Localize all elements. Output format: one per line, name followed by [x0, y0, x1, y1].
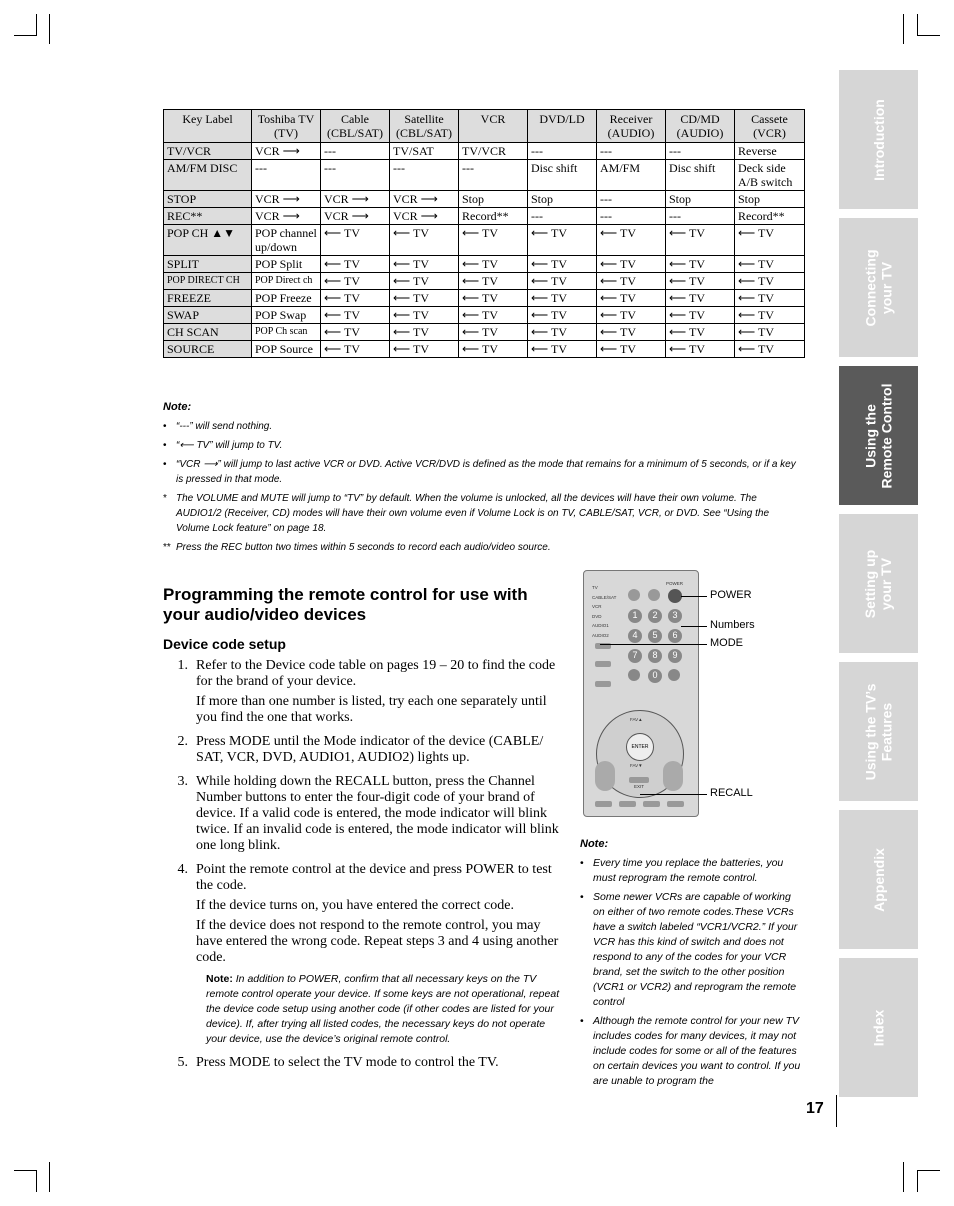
- table-cell: ⟵ TV: [321, 324, 390, 341]
- note-item: [580, 1014, 802, 1089]
- table-cell: VCR ⟶: [252, 208, 321, 225]
- table-cell: ⟵ TV: [459, 273, 528, 290]
- crop-mark: [36, 1170, 37, 1192]
- chapter-tab-5[interactable]: [839, 662, 918, 801]
- step-paragraph: If the device does not respond to the remote control, you may have entered the wrong code. Repeat steps 3 and 4 using another code.: [196, 918, 559, 965]
- key-label-cell: CH SCAN: [164, 324, 252, 341]
- table-cell: ---: [666, 208, 735, 225]
- table-cell: AM/FM: [597, 160, 666, 191]
- callout-line-numbers: [681, 626, 707, 627]
- callout-recall: RECALL: [710, 787, 753, 799]
- note-text: Press the REC button two times within 5 seconds to record each audio/video source.: [176, 542, 551, 553]
- step-paragraph: Press MODE until the Mode indicator of the device (CABLE/ SAT, VCR, DVD, AUDIO1, AUDIO2) lights up.: [196, 734, 544, 765]
- crop-mark: [903, 1162, 904, 1192]
- table-cell: ⟵ TV: [735, 324, 805, 341]
- section-title: Programming the remote control for use with your audio/video devices: [163, 585, 528, 624]
- table-cell: ⟵ TV: [321, 290, 390, 307]
- step-number: 4.: [177, 862, 188, 877]
- table-cell: POP Freeze: [252, 290, 321, 307]
- table-cell: ⟵ TV: [666, 324, 735, 341]
- table-cell: ⟵ TV: [390, 307, 459, 324]
- table-cell: ⟵ TV: [597, 341, 666, 358]
- table-cell: ---: [666, 143, 735, 160]
- step-item: [163, 734, 561, 770]
- table-cell: Record**: [735, 208, 805, 225]
- table-cell: ⟵ TV: [597, 273, 666, 290]
- table-cell: ⟵ TV: [321, 225, 390, 256]
- callout-line-mode: [600, 644, 707, 645]
- table-cell: ⟵ TV: [390, 225, 459, 256]
- table-cell: ⟵ TV: [390, 290, 459, 307]
- table-row: [164, 307, 805, 324]
- key-label-cell: SOURCE: [164, 341, 252, 358]
- vol-rocker[interactable]: [663, 761, 683, 791]
- table-cell: ---: [597, 208, 666, 225]
- note-bullet: **: [163, 542, 171, 553]
- crop-mark: [903, 14, 904, 44]
- table-cell: ⟵ TV: [321, 273, 390, 290]
- mode-indicator-label: AUDIO1: [592, 623, 609, 628]
- note-text: “VCR ⟶” will jump to last active VCR or DVD. Active VCR/DVD is defined as the mode that remains for a minimum of 5 seconds, or if a key is pressed in that mode.: [176, 459, 796, 485]
- table-cell: ⟵ TV: [666, 290, 735, 307]
- setup-steps: [163, 658, 561, 1079]
- key-function-table: [163, 109, 805, 358]
- note-title: Note:: [163, 401, 192, 413]
- table-cell: ⟵ TV: [735, 225, 805, 256]
- chapter-tab-1[interactable]: [839, 70, 918, 209]
- note-text: Although the remote control for your new TV includes codes for many devices, it may not include codes for some or all of the features on certain devices you want to control. If you are unable to program the: [593, 1015, 801, 1087]
- table-cell: ⟵ TV: [597, 225, 666, 256]
- table-cell: ⟵ TV: [390, 273, 459, 290]
- ent-button[interactable]: [668, 669, 680, 681]
- crop-mark: [14, 1170, 36, 1171]
- table-cell: ⟵ TV: [390, 341, 459, 358]
- chapter-tab-label: Introduction: [870, 98, 887, 181]
- chapter-tab-label: Connecting your TV: [862, 249, 895, 326]
- recall-button[interactable]: [628, 669, 640, 681]
- table-cell: ⟵ TV: [321, 256, 390, 273]
- crop-mark: [36, 14, 37, 36]
- table-cell: POP Source: [252, 341, 321, 358]
- callout-power: POWER: [710, 589, 752, 601]
- ch-rocker[interactable]: [595, 761, 615, 791]
- key-label-cell: TV/VCR: [164, 143, 252, 160]
- note-item: [163, 419, 803, 434]
- mode-button-a[interactable]: [628, 589, 640, 601]
- table-row: [164, 208, 805, 225]
- chapter-tab-label: Setting up your TV: [862, 549, 895, 618]
- table-cell: POP Swap: [252, 307, 321, 324]
- note-bullet: *: [163, 493, 167, 504]
- mode-indicator-label: TV: [592, 585, 598, 590]
- table-cell: Stop: [459, 191, 528, 208]
- table-cell: ---: [321, 160, 390, 191]
- note-text: “---” will send nothing.: [176, 421, 273, 432]
- note-text: The VOLUME and MUTE will jump to “TV” by default. When the volume is unlocked, all the devices will have their own volume. The AUDIO1/2 (Receiver, CD) modes will have their own volume even if Volume Lock is on TV, CABLE/SAT, VCR, or DVD. See “Using the Volume Lock feature” on page 18.: [176, 493, 770, 534]
- step-body: [196, 734, 561, 770]
- chapter-tab-4[interactable]: [839, 514, 918, 653]
- callout-mode: MODE: [710, 637, 743, 649]
- note-item: [580, 890, 802, 1010]
- digit-button-8[interactable]: 8: [648, 649, 662, 663]
- table-cell: ⟵ TV: [321, 307, 390, 324]
- tv-video-button[interactable]: [595, 661, 611, 667]
- mode-button-b[interactable]: [648, 589, 660, 601]
- key-label-cell: SPLIT: [164, 256, 252, 273]
- step-body: [196, 862, 561, 1051]
- table-header-cell: VCR: [459, 110, 528, 143]
- enter-button[interactable]: [626, 733, 654, 761]
- table-cell: ---: [528, 143, 597, 160]
- table-cell: TV/VCR: [459, 143, 528, 160]
- table-cell: ⟵ TV: [666, 225, 735, 256]
- table-cell: Stop: [528, 191, 597, 208]
- note-item: [580, 856, 802, 886]
- crop-mark: [917, 1170, 918, 1192]
- table-cell: ---: [597, 191, 666, 208]
- step-body: [196, 658, 561, 730]
- table-cell: ⟵ TV: [390, 256, 459, 273]
- step-number: 5.: [177, 1055, 188, 1070]
- table-header-row: [164, 110, 805, 143]
- digit-button-3[interactable]: 3: [668, 609, 682, 623]
- table-cell: ---: [321, 143, 390, 160]
- table-cell: ⟵ TV: [666, 341, 735, 358]
- table-cell: ---: [528, 208, 597, 225]
- fav-up-label: FAV▲: [630, 717, 643, 722]
- table-cell: VCR ⟶: [252, 191, 321, 208]
- crop-mark: [49, 1162, 50, 1192]
- step-paragraph: If the device turns on, you have entered the correct code.: [196, 898, 514, 913]
- step-item: [163, 1055, 561, 1075]
- chapter-tab-3[interactable]: [839, 366, 918, 505]
- table-cell: ⟵ TV: [735, 307, 805, 324]
- note-item: [163, 457, 803, 487]
- note-title: Note:: [580, 838, 609, 850]
- step-paragraph: While holding down the RECALL button, press the Channel Number buttons to enter the four-digit code of your brand of device. If a valid code is entered, the mode indicator will blink twice. If an invalid code is entered, the mode indicator will blink one long blink.: [196, 774, 559, 853]
- inline-note-text: In addition to POWER, confirm that all necessary keys on the TV remote control operate your device. If some keys are not operational, repeat the device code setup using another code (if other codes are listed for your device). If, after trying all listed codes, the necessary keys do not operate your device, use the device’s original remote control.: [206, 973, 560, 1045]
- table-row: [164, 143, 805, 160]
- table-cell: Deck side A/B switch: [735, 160, 805, 191]
- table-header-cell: Satellite (CBL/SAT): [390, 110, 459, 143]
- table-cell: VCR ⟶: [390, 191, 459, 208]
- key-label-cell: POP CH ▲▼: [164, 225, 252, 256]
- table-cell: ⟵ TV: [735, 290, 805, 307]
- table-cell: ⟵ TV: [390, 324, 459, 341]
- table-row: [164, 191, 805, 208]
- remote-control-illustration: [583, 570, 699, 817]
- table-cell: VCR ⟶: [321, 191, 390, 208]
- table-cell: POP channel up/down: [252, 225, 321, 256]
- table-cell: Reverse: [735, 143, 805, 160]
- key-label-cell: AM/FM DISC: [164, 160, 252, 191]
- chapter-tab-2[interactable]: [839, 218, 918, 357]
- table-notes: [163, 400, 803, 555]
- remote-notes: [580, 837, 802, 1089]
- table-cell: Record**: [459, 208, 528, 225]
- step-paragraph: If more than one number is listed, try each one separately until you find the one that works.: [196, 694, 547, 725]
- digit-button-1[interactable]: 1: [628, 609, 642, 623]
- table-cell: POP Direct ch: [252, 273, 321, 290]
- table-cell: ⟵ TV: [666, 307, 735, 324]
- digit-button-2[interactable]: 2: [648, 609, 662, 623]
- table-cell: ---: [252, 160, 321, 191]
- digit-button-5[interactable]: 5: [648, 629, 662, 643]
- table-header-cell: Key Label: [164, 110, 252, 143]
- key-label-cell: POP DIRECT CH: [164, 273, 252, 290]
- mode-indicator-label: VCR: [592, 604, 602, 609]
- table-cell: ---: [597, 143, 666, 160]
- chapter-tab-label: Using the TV’s Features: [862, 683, 895, 780]
- note-bullet: •: [163, 440, 167, 451]
- power-label: POWER: [666, 581, 684, 586]
- table-cell: ⟵ TV: [459, 324, 528, 341]
- table-cell: VCR ⟶: [321, 208, 390, 225]
- table-cell: VCR ⟶: [252, 143, 321, 160]
- digit-button-6[interactable]: 6: [668, 629, 682, 643]
- table-cell: ⟵ TV: [459, 290, 528, 307]
- callout-numbers: Numbers: [710, 619, 755, 631]
- key-label-cell: REC**: [164, 208, 252, 225]
- note-list: [163, 419, 803, 555]
- digit-button-0[interactable]: 0: [648, 669, 662, 683]
- table-row: [164, 160, 805, 191]
- note-list: [580, 856, 802, 1089]
- note-item: [163, 540, 803, 555]
- power-button[interactable]: [668, 589, 682, 603]
- table-cell: ⟵ TV: [528, 324, 597, 341]
- table-row: [164, 225, 805, 256]
- table-row: [164, 341, 805, 358]
- note-bullet: •: [580, 1015, 584, 1027]
- key-label-cell: STOP: [164, 191, 252, 208]
- key-label-cell: SWAP: [164, 307, 252, 324]
- table-cell: ⟵ TV: [735, 341, 805, 358]
- table-cell: ⟵ TV: [666, 256, 735, 273]
- digit-button-9[interactable]: 9: [668, 649, 682, 663]
- table-cell: Stop: [666, 191, 735, 208]
- table-header-cell: Receiver (AUDIO): [597, 110, 666, 143]
- inline-note-label: Note:: [206, 973, 233, 985]
- table-cell: ⟵ TV: [528, 341, 597, 358]
- step-number: 3.: [177, 774, 188, 789]
- note-item: [163, 491, 803, 536]
- table-header-cell: DVD/LD: [528, 110, 597, 143]
- page-number: 17: [806, 1100, 824, 1117]
- callout-line-recall: [640, 794, 707, 795]
- table-cell: ⟵ TV: [459, 307, 528, 324]
- table-header-cell: Cassete (VCR): [735, 110, 805, 143]
- crop-mark: [917, 14, 918, 36]
- table-cell: ⟵ TV: [528, 256, 597, 273]
- table-cell: ⟵ TV: [666, 273, 735, 290]
- table-cell: ⟵ TV: [528, 307, 597, 324]
- step-item: [163, 774, 561, 858]
- table-cell: ⟵ TV: [735, 256, 805, 273]
- table-row: [164, 290, 805, 307]
- step-number: 1.: [177, 658, 188, 673]
- enter-label: ENTER: [631, 744, 649, 750]
- chapter-tab-7[interactable]: [839, 958, 918, 1097]
- table-cell: ⟵ TV: [597, 290, 666, 307]
- table-row: [164, 273, 805, 290]
- table-cell: Disc shift: [528, 160, 597, 191]
- section-subtitle: Device code setup: [163, 636, 286, 652]
- table-cell: ⟵ TV: [459, 341, 528, 358]
- step-body: [196, 774, 561, 858]
- table-cell: ---: [390, 160, 459, 191]
- table-cell: ⟵ TV: [528, 273, 597, 290]
- step-paragraph: Press MODE to select the TV mode to control the TV.: [196, 1055, 499, 1070]
- note-text: Some newer VCRs are capable of working on either of two remote codes.These VCRs have a switch labeled “VCR1/VCR2.” If your VCR has this kind of switch and does not respond to any of the codes for your VCR brand, set the switch to the other position (VCR1 or VCR2) and reprogram the remote control: [593, 891, 798, 1008]
- table-body: [164, 143, 805, 358]
- exit-button[interactable]: [629, 777, 649, 783]
- digit-button-4[interactable]: 4: [628, 629, 642, 643]
- table-cell: Stop: [735, 191, 805, 208]
- mode-indicator-label: CABLE/SAT: [592, 594, 617, 600]
- step-number: 2.: [177, 734, 188, 749]
- crop-mark: [918, 35, 940, 36]
- digit-button-7[interactable]: 7: [628, 649, 642, 663]
- note-text: Every time you replace the batteries, you must reprogram the remote control.: [593, 857, 784, 884]
- exit-label: EXIT: [634, 784, 645, 789]
- step-item: [163, 862, 561, 1051]
- crop-mark: [49, 14, 50, 44]
- table-cell: ⟵ TV: [321, 341, 390, 358]
- note-text: “⟵ TV” will jump to TV.: [176, 440, 283, 451]
- note-bullet: •: [580, 891, 584, 903]
- table-cell: ---: [459, 160, 528, 191]
- step-paragraph: Refer to the Device code table on pages 19 – 20 to find the code for the brand of your device.: [196, 658, 556, 689]
- table-cell: Disc shift: [666, 160, 735, 191]
- table-cell: VCR ⟶: [390, 208, 459, 225]
- callout-line-power: [681, 596, 707, 597]
- chapter-tab-label: Using the Remote Control: [862, 383, 895, 488]
- mode-indicator-label: AUDIO2: [592, 632, 609, 638]
- note-item: [163, 438, 803, 453]
- step-paragraph: Point the remote control at the device and press POWER to test the code.: [196, 862, 552, 893]
- table-header-cell: Toshiba TV (TV): [252, 110, 321, 143]
- note-bullet: •: [163, 421, 167, 432]
- table-cell: ⟵ TV: [528, 290, 597, 307]
- note-bullet: •: [580, 857, 584, 869]
- table-cell: ⟵ TV: [597, 307, 666, 324]
- bottom-button-1[interactable]: [595, 801, 612, 807]
- step-item: [163, 658, 561, 730]
- note-bullet: •: [163, 459, 167, 470]
- table-cell: ⟵ TV: [459, 225, 528, 256]
- table-row: [164, 256, 805, 273]
- chapter-tab-label: Appendix: [870, 847, 887, 912]
- table-cell: ⟵ TV: [735, 273, 805, 290]
- table-cell: POP Ch scan: [252, 324, 321, 341]
- inline-note: [206, 972, 561, 1047]
- action-menu-button[interactable]: [595, 681, 611, 687]
- key-label-cell: FREEZE: [164, 290, 252, 307]
- step-body: [196, 1055, 499, 1075]
- table-header-cell: Cable (CBL/SAT): [321, 110, 390, 143]
- fav-down-label: FAV▼: [630, 763, 643, 768]
- table-cell: ⟵ TV: [597, 256, 666, 273]
- chapter-tab-6[interactable]: [839, 810, 918, 949]
- mode-indicator-label: DVD: [592, 613, 602, 619]
- table-cell: TV/SAT: [390, 143, 459, 160]
- table-cell: POP Split: [252, 256, 321, 273]
- chapter-tab-label: Index: [870, 1009, 887, 1046]
- page-number-rule: [836, 1095, 837, 1127]
- crop-mark: [14, 35, 36, 36]
- bottom-button-2[interactable]: [619, 801, 636, 807]
- table-header-cell: CD/MD (AUDIO): [666, 110, 735, 143]
- crop-mark: [918, 1170, 940, 1171]
- table-cell: ⟵ TV: [597, 324, 666, 341]
- table-cell: ⟵ TV: [528, 225, 597, 256]
- bottom-button-4[interactable]: [667, 801, 684, 807]
- table-row: [164, 324, 805, 341]
- bottom-button-3[interactable]: [643, 801, 660, 807]
- table-cell: ⟵ TV: [459, 256, 528, 273]
